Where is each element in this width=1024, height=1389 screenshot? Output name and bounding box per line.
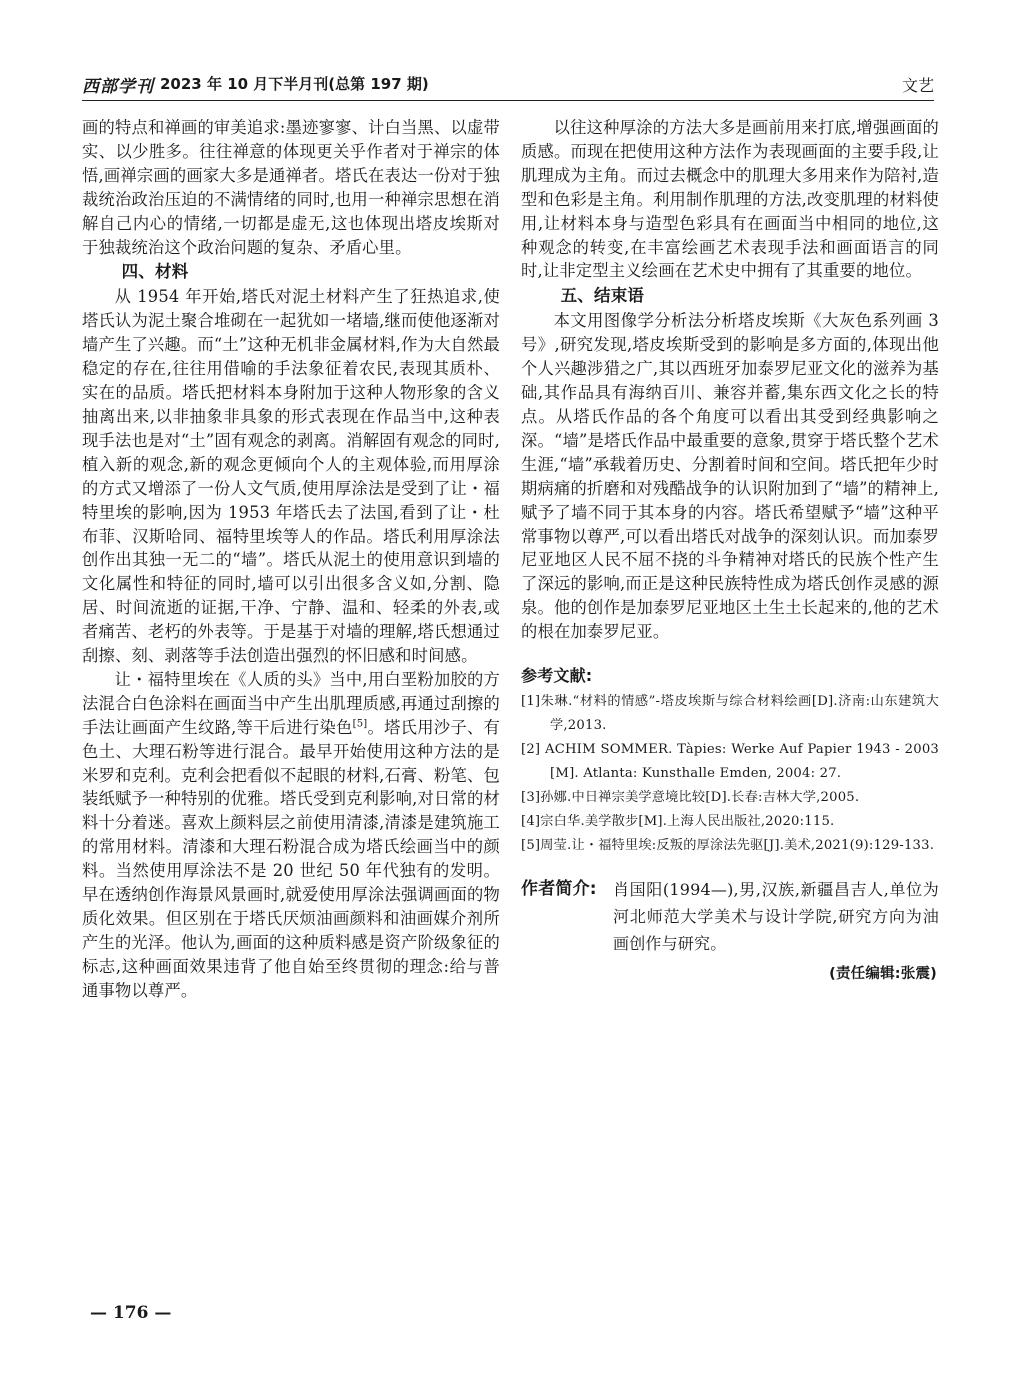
paragraph: 以往这种厚涂的方法大多是画前用来打底,增强画面的质感。而现在把使用这种方法作为表现画面的主要手段,让肌理成为主角。而过去概念中的肌理大多用来作为陪衬,造型和色彩是主角。利用制作肌理的方法,改变肌理的材料使用,让材料本身与造型色彩具有在画面当中相同的地位,这种观念的转变,在丰富绘画艺术表现手法和画面语言的同时,让非定型主义绘画在艺术史中拥有了其重要的地位。	[521, 118, 939, 281]
citation-marker: [5]	[352, 718, 368, 730]
reference-item: [3]孙娜.中日禅宗美学意境比较[D].长春:吉林大学,2005.	[521, 790, 860, 806]
paragraph-text: 让・福特里埃在《人质的头》当中,用白垩粉加胶的方法混合白色涂料在画面当中产生出肌理质感,再通过刮擦的手法让画面产生纹路,等干后进行染色	[82, 669, 500, 737]
paragraph: 本文用图像学分析法分析塔皮埃斯《大灰色系列画 3 号》,研究发现,塔皮埃斯受到的影响是多方面的,体现出他个人兴趣涉猎之广,其以西班牙加泰罗尼亚文化的滋养为基础,其作品具有海纳百川、兼容并蓄,集东西文化之长的特点。从塔氏作品的各个角度可以看出其受到经典影响之深。“墙”是塔氏作品中最重要的意象,贯穿于塔氏整个艺术生涯,“墙”承载着历史、分割着时间和空间。塔氏把年少时期病痛的折磨和对残酷战争的认识附加到了“墙”的精神上,赋予了墙不同于其本身的内容。塔氏希望赋予“墙”这种平常事物以尊严,可以看出塔氏对战争的深刻认识。而加泰罗尼亚地区人民不屈不挠的斗争精神对塔氏的民族个性产生了深远的影响,而正是这种民族特性成为塔氏创作灵感的源泉。他的创作是加泰罗尼亚地区土生土长起来的,他的艺术的根在加泰罗尼亚。	[521, 311, 939, 642]
author-bio-label: 作者简介:	[521, 879, 597, 900]
paragraph-continued: 画的特点和禅画的审美追求:墨迹寥寥、计白当黑、以虚带实、以少胜多。往往禅意的体现更关乎作者对于禅宗的体悟,画禅宗画的画家大多是通禅者。塔氏在表达一份对于独裁统治政治压迫的不满情绪的同时,也用一种禅宗思想在消解自己内心的情绪,一切都是虚无,这也体现出塔皮埃斯对于独裁统治这个政治问题的复杂、矛盾心里。	[82, 118, 500, 257]
left-column	[82, 116, 500, 1003]
section-heading-materials: 四、材料	[121, 262, 189, 282]
author-bio-text: 肖国阳(1994—),男,汉族,新疆昌吉人,单位为河北师范大学美术与设计学院,研究方向为油画创作与研究。	[613, 880, 939, 954]
reference-item: [2] ACHIM SOMMER. Tàpies: Werke Auf Papier 1943 - 2003 [M]. Atlanta: Kunsthalle Emden, 2004: 27.	[521, 742, 939, 782]
page-header	[82, 70, 934, 101]
page-number: — 176 —	[90, 1303, 172, 1323]
section-name: 文艺	[901, 76, 934, 95]
right-column	[521, 116, 939, 987]
journal-logo: 西部学刊	[82, 77, 154, 97]
references	[521, 662, 939, 858]
paragraph-text: 。塔氏用沙子、有色土、大理石粉等进行混合。最早开始使用这种方法的是米罗和克利。克利会把看似不起眼的材料,石膏、粉笔、包装纸赋予一种特别的优雅。塔氏受到克利影响,对日常的材料十分着迷。喜欢上颜料层之前使用清漆,清漆是建筑施工的常用材料。清漆和大理石粉混合成为塔氏绘画当中的颜料。当然使用厚涂法不是 20 世纪 50 年代独有的发明。早在透纳创作海景风景画时,就爱使用厚涂法强调画面的物质化效果。但区别在于塔氏厌烦油画颜料和油画媒介剂所产生的光泽。他认为,画面的这种质料感是资产阶级象征的标志,这种画面效果违背了他自始至终贯彻的理念:给与普通事物以尊严。	[82, 717, 500, 1000]
reference-item: [5]周莹.让・福特里埃:反叛的厚涂法先驱[J].美术,2021(9):129-133.	[521, 838, 935, 854]
responsible-editor: (责任编辑:张震)	[829, 966, 937, 983]
issue-info: 2023 年 10 月下半月刊(总第 197 期)	[160, 75, 429, 93]
section-heading-conclusion: 五、结束语	[560, 286, 645, 306]
reference-item: [1]朱琳.“材料的情感”-塔皮埃斯与综合材料绘画[D].济南:山东建筑大学,2013.	[521, 694, 939, 734]
paragraph: 从 1954 年开始,塔氏对泥土材料产生了狂热追求,使塔氏认为泥土聚合堆砌在一起犹如一堵墙,继而使他逐渐对墙产生了兴趣。而“土”这种无机非金属材料,作为大自然最稳定的存在,往往用借喻的手法象征着农民,表现其质朴、实在的品质。塔氏把材料本身附加于这种人物形象的含义抽离出来,以非抽象非具象的形式表现在作品当中,这种表现手法也是对“土”固有观念的剥离。消解固有观念的同时,植入新的观念,新的观念更倾向个人的主观体验,而用厚涂的方式又增添了一份人文气质,使用厚涂法是受到了让・福特里埃的影响,因为 1953 年塔氏去了法国,看到了让・杜布菲、汉斯哈同、福特里埃等人的作品。塔氏利用厚涂法创作出其独一无二的“墙”。塔氏从泥土的使用意识到墙的文化属性和特征的同时,墙可以引出很多含义如,分割、隐居、时间流逝的证据,干净、宁静、温和、轻柔的外表,或者痛苦、老朽的外表等。于是基于对墙的理解,塔氏想通过刮擦、刻、剥落等手法创造出强烈的怀旧感和时间感。	[82, 287, 500, 666]
references-title: 参考文献:	[521, 666, 593, 686]
author-bio	[521, 876, 939, 957]
paragraph	[82, 668, 500, 1003]
reference-item: [4]宗白华.美学散步[M].上海人民出版社,2020:115.	[521, 814, 835, 830]
